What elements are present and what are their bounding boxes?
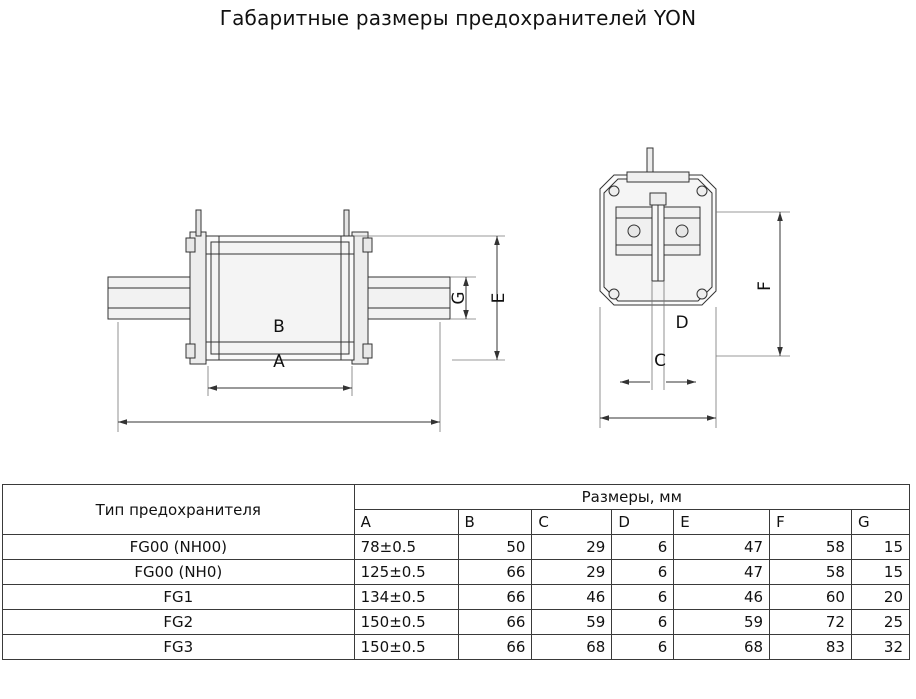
row-value-B: 66 [458, 560, 532, 585]
header-type: Тип предохранителя [3, 485, 355, 535]
row-value-E: 59 [674, 610, 770, 635]
dimension-label-C: C [654, 351, 666, 371]
row-value-A: 150±0.5 [354, 635, 458, 660]
row-value-C: 46 [532, 585, 612, 610]
header-col-C: C [532, 510, 612, 535]
row-value-C: 29 [532, 535, 612, 560]
row-value-D: 6 [612, 610, 674, 635]
dimension-label-A: A [273, 352, 285, 372]
row-value-E: 46 [674, 585, 770, 610]
table-row [3, 535, 910, 560]
row-type: FG1 [3, 585, 355, 610]
row-value-G: 25 [851, 610, 909, 635]
table-row [3, 560, 910, 585]
row-value-C: 59 [532, 610, 612, 635]
dimension-label-F: F [755, 281, 775, 291]
row-value-B: 66 [458, 585, 532, 610]
row-value-A: 125±0.5 [354, 560, 458, 585]
table-row [3, 585, 910, 610]
row-value-B: 66 [458, 635, 532, 660]
header-col-A: A [354, 510, 458, 535]
row-value-C: 29 [532, 560, 612, 585]
dimensions-table [2, 484, 910, 660]
row-type: FG3 [3, 635, 355, 660]
row-type: FG00 (NH00) [3, 535, 355, 560]
dimension-label-D: D [675, 313, 689, 333]
drawing-area [0, 60, 916, 470]
table-row [3, 610, 910, 635]
header-col-D: D [612, 510, 674, 535]
row-value-D: 6 [612, 585, 674, 610]
header-col-G: G [851, 510, 909, 535]
row-value-G: 15 [851, 560, 909, 585]
dimension-label-G: G [449, 291, 469, 305]
row-value-F: 58 [770, 535, 852, 560]
row-value-B: 66 [458, 610, 532, 635]
page-title: Габаритные размеры предохранителей YON [219, 6, 697, 30]
row-value-A: 150±0.5 [354, 610, 458, 635]
row-value-E: 47 [674, 560, 770, 585]
row-value-C: 68 [532, 635, 612, 660]
row-value-A: 134±0.5 [354, 585, 458, 610]
row-value-E: 47 [674, 535, 770, 560]
row-value-E: 68 [674, 635, 770, 660]
table-header-row-1 [3, 485, 910, 510]
dimension-label-E: E [489, 292, 509, 304]
fuse-dimension-drawing [0, 60, 916, 470]
row-value-D: 6 [612, 535, 674, 560]
header-dims: Размеры, мм [354, 485, 909, 510]
row-value-B: 50 [458, 535, 532, 560]
header-col-E: E [674, 510, 770, 535]
row-value-F: 58 [770, 560, 852, 585]
row-value-G: 32 [851, 635, 909, 660]
row-value-F: 83 [770, 635, 852, 660]
row-value-F: 60 [770, 585, 852, 610]
side-view [108, 210, 505, 432]
dimension-label-B: B [273, 317, 285, 337]
header-col-B: B [458, 510, 532, 535]
row-value-D: 6 [612, 635, 674, 660]
dimensions-table-wrap [2, 484, 912, 660]
table-row [3, 635, 910, 660]
row-type: FG00 (NH0) [3, 560, 355, 585]
row-value-G: 15 [851, 535, 909, 560]
row-value-G: 20 [851, 585, 909, 610]
row-type: FG2 [3, 610, 355, 635]
row-value-D: 6 [612, 560, 674, 585]
header-col-F: F [770, 510, 852, 535]
row-value-F: 72 [770, 610, 852, 635]
row-value-A: 78±0.5 [354, 535, 458, 560]
